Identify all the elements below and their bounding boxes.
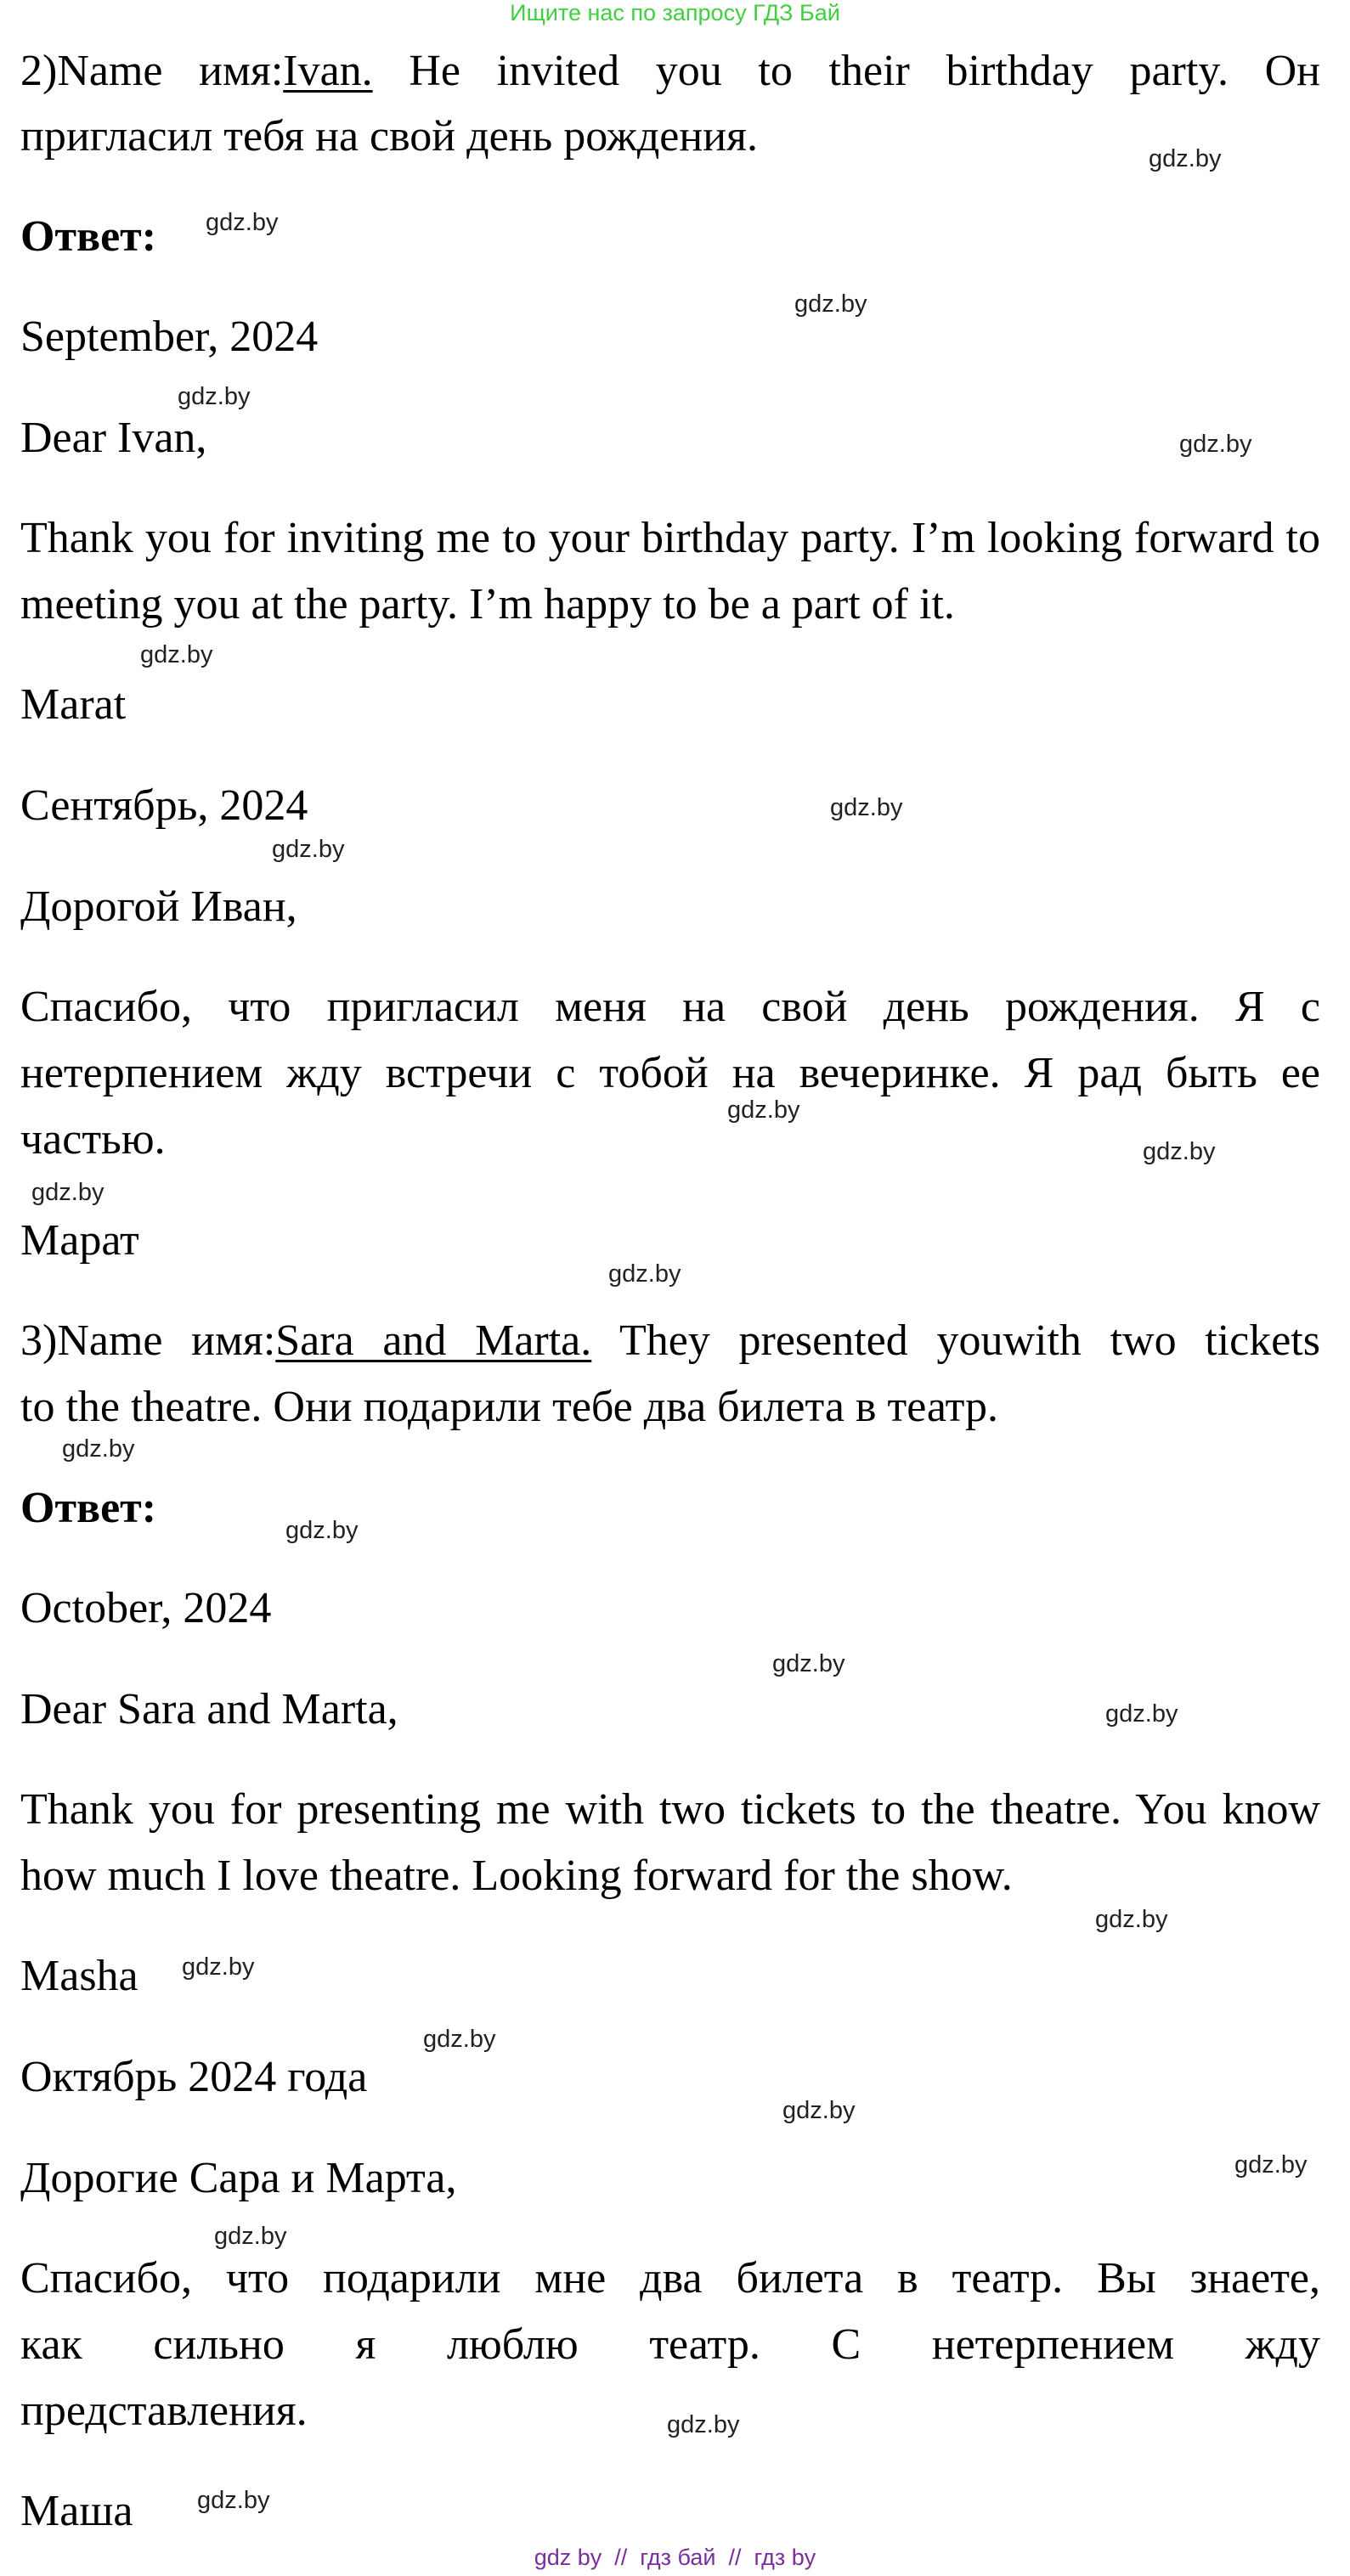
task2-name-label: Name имя:: [57, 47, 284, 95]
task3-ru-body-line2: как сильно я люблю театр. С нетерпением жду: [20, 2320, 1320, 2369]
watermark: gdz.by: [1179, 431, 1252, 458]
watermark: gdz.by: [830, 794, 903, 821]
task3-prompt-line1: [20, 1308, 1320, 1374]
task3-ru-body-line1: Спасибо, что подарили мне два билета в театр. Вы знаете,: [20, 2254, 1320, 2303]
task3-prompt-rest: They presented youwith two tickets: [591, 1316, 1320, 1365]
task3-ru-greeting: Дорогие Сара и Марта,: [20, 2154, 457, 2202]
watermark: gdz.by: [272, 836, 345, 863]
task2-en-signature: Marat: [20, 680, 127, 729]
watermark: gdz.by: [1095, 1906, 1168, 1933]
task2-number: 2): [20, 47, 58, 95]
watermark: gdz.by: [214, 2223, 287, 2250]
task2-prompt-line1: [20, 38, 1320, 104]
watermark: gdz.by: [182, 1953, 255, 1981]
task3-prompt-line2: to the theatre. Они подарили тебе два билета в театр.: [20, 1383, 999, 1431]
watermark: gdz.by: [727, 1096, 800, 1124]
watermark: gdz.by: [1105, 1700, 1178, 1728]
watermark: gdz.by: [1234, 2151, 1308, 2179]
task2-ru-body: Спасибо, что пригласил меня на свой день рождения. Я с нетерпением жду встречи с тобой на вечеринке. Я рад быть ее частью.: [20, 983, 1320, 1164]
task2-name-value: Ivan.: [283, 47, 373, 95]
task2-ru-greeting: Дорогой Иван,: [20, 882, 297, 931]
task3-en-date: October, 2024: [20, 1584, 272, 1632]
watermark: gdz.by: [667, 2411, 740, 2438]
task2-ru-signature: Марат: [20, 1216, 139, 1265]
task2-prompt-line2: пригласил тебя на свой день рождения.: [20, 112, 758, 161]
watermark: gdz.by: [206, 209, 279, 236]
watermark: gdz.by: [140, 641, 213, 668]
task3-answer-label: Ответ:: [20, 1484, 157, 1532]
watermark: gdz.by: [31, 1179, 104, 1206]
watermark: gdz.by: [285, 1517, 359, 1544]
watermark: gdz.by: [62, 1435, 135, 1463]
watermark: gdz.by: [178, 383, 251, 410]
footer-links: gdz by // гдз бай // гдз by: [534, 2545, 816, 2570]
watermark: gdz.by: [794, 290, 867, 318]
task2-en-greeting: Dear Ivan,: [20, 414, 207, 462]
search-banner: Ищите нас по запросу ГДЗ Бай: [510, 0, 840, 25]
watermark: gdz.by: [782, 2097, 856, 2124]
watermark: gdz.by: [1143, 1138, 1216, 1165]
watermark: gdz.by: [772, 1650, 845, 1677]
watermark: gdz.by: [423, 2026, 496, 2053]
task3-name-value: Sara and Marta.: [275, 1316, 592, 1365]
task2-en-body: Thank you for inviting me to your birthday party. I’m looking forward to meeting you at the party. I’m happy to be a part of it.: [20, 514, 1320, 628]
task3-en-greeting: Dear Sara and Marta,: [20, 1685, 398, 1733]
task2-ru-date: Сентябрь, 2024: [20, 781, 308, 830]
task3-en-signature: Masha: [20, 1952, 138, 2000]
watermark: gdz.by: [1149, 145, 1222, 172]
task2-prompt-rest: He invited you to their birthday party. Он: [372, 47, 1320, 95]
task3-number: 3): [20, 1316, 58, 1365]
task2-answer-label: Ответ:: [20, 212, 157, 261]
task3-ru-signature: Маша: [20, 2487, 133, 2535]
task3-en-body: Thank you for presenting me with two tickets to the theatre. You know how much I love theatre. Looking forward for the show.: [20, 1785, 1320, 1900]
task3-name-label: Name имя:: [57, 1316, 276, 1365]
watermark: gdz.by: [608, 1260, 681, 1288]
task3-ru-body-line3: представления.: [20, 2387, 308, 2435]
watermark: gdz.by: [197, 2487, 270, 2514]
task2-en-date: September, 2024: [20, 313, 319, 361]
task3-ru-date: Октябрь 2024 года: [20, 2053, 368, 2101]
